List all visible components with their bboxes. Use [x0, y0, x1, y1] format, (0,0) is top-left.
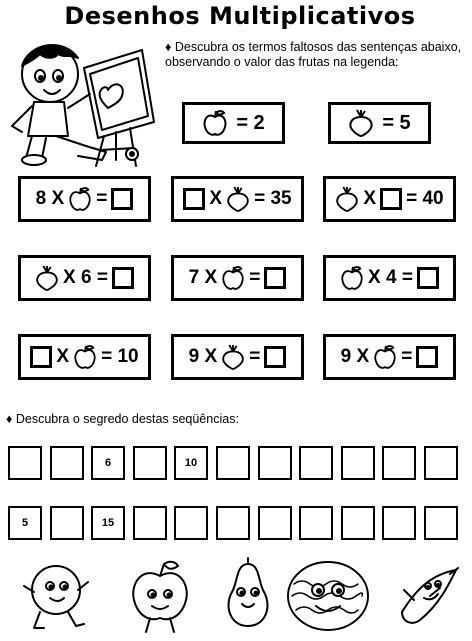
equation-box [18, 176, 151, 222]
equation-text: 7 X [188, 267, 218, 288]
sequence-cell: 6 [91, 446, 125, 480]
fruit-characters-row [10, 556, 466, 636]
sequence-cell[interactable] [299, 506, 333, 540]
sequence-cell[interactable] [424, 506, 458, 540]
equation-text: X [363, 188, 377, 209]
legend-beet: = 5 [328, 102, 431, 144]
equation-text: = 35 [254, 188, 292, 209]
sequence-cell[interactable] [258, 446, 292, 480]
instruction-1: ♦ Descubra os termos faltosos das sentenças abaixo, observando o valor das frutas na legenda: [165, 40, 462, 69]
equation-text: X 4 = [368, 267, 413, 288]
legend-apple: = 2 [182, 102, 285, 144]
sequence-cell[interactable] [341, 446, 375, 480]
equation-box [323, 255, 456, 301]
equation-box [171, 255, 304, 301]
sequence-cell[interactable] [50, 506, 84, 540]
banana-character-icon [402, 568, 458, 623]
page-title: Desenhos Multiplicativos [64, 2, 416, 30]
equation-text: = [249, 346, 261, 367]
sequence-cell[interactable] [341, 506, 375, 540]
pear-character-icon [229, 558, 268, 626]
sequence-cell[interactable] [50, 446, 84, 480]
boy-painting-illustration [4, 30, 162, 170]
answer-blank[interactable] [264, 267, 286, 289]
answer-blank[interactable] [416, 346, 438, 368]
equation-box [18, 255, 151, 301]
apple-icon [68, 186, 92, 212]
beet-icon [226, 186, 250, 212]
equation-box [171, 176, 304, 222]
sequence-cell[interactable] [216, 446, 250, 480]
equation-text: X [56, 346, 70, 367]
watermelon-character-icon [288, 562, 368, 630]
sequence-cell[interactable] [299, 446, 333, 480]
sequence-cell[interactable] [382, 506, 416, 540]
beet-icon [335, 186, 359, 212]
sequence-cell[interactable] [174, 506, 208, 540]
sequence-cell: 10 [174, 446, 208, 480]
answer-blank[interactable] [30, 346, 52, 368]
sequence-cell: 15 [91, 506, 125, 540]
equation-text: 9 X [340, 346, 370, 367]
bullet-icon: ♦ [165, 40, 175, 54]
equation-box [171, 334, 304, 380]
sequence-cell[interactable] [133, 506, 167, 540]
beet-icon [35, 265, 59, 291]
answer-blank[interactable] [183, 188, 205, 210]
apple-icon [373, 344, 397, 370]
equation-text: 9 X [188, 346, 218, 367]
equation-text: = [96, 188, 108, 209]
equation-text: X 6 = [63, 267, 108, 288]
sequence-cell[interactable] [258, 506, 292, 540]
equation-box [18, 334, 151, 380]
sequence-cell[interactable] [424, 446, 458, 480]
bullet-icon: ♦ [6, 412, 16, 426]
sequence-cell[interactable] [8, 446, 42, 480]
beet-icon [348, 109, 374, 137]
equation-text: = 10 [101, 346, 139, 367]
equation-box [323, 334, 456, 380]
answer-blank[interactable] [264, 346, 286, 368]
equation-text: = [401, 346, 413, 367]
equation-text: = [249, 267, 261, 288]
equation-box [323, 176, 456, 222]
equation-text: 8 X [35, 188, 65, 209]
answer-blank[interactable] [417, 267, 439, 289]
answer-blank[interactable] [112, 267, 134, 289]
orange-character-icon [24, 566, 88, 628]
apple-icon [221, 265, 245, 291]
sequence-cell: 5 [8, 506, 42, 540]
beet-icon [221, 344, 245, 370]
apple-character-icon [133, 562, 187, 632]
sequence-cell[interactable] [216, 506, 250, 540]
equation-text: = 40 [406, 188, 444, 209]
answer-blank[interactable] [380, 188, 402, 210]
instruction-2: ♦ Descubra o segredo destas seqüências: [6, 412, 239, 426]
sequence-cell[interactable] [382, 446, 416, 480]
apple-icon [73, 344, 97, 370]
answer-blank[interactable] [111, 188, 133, 210]
equation-text: X [209, 188, 223, 209]
apple-icon [340, 265, 364, 291]
sequence-cell[interactable] [133, 446, 167, 480]
apple-icon [202, 109, 228, 137]
